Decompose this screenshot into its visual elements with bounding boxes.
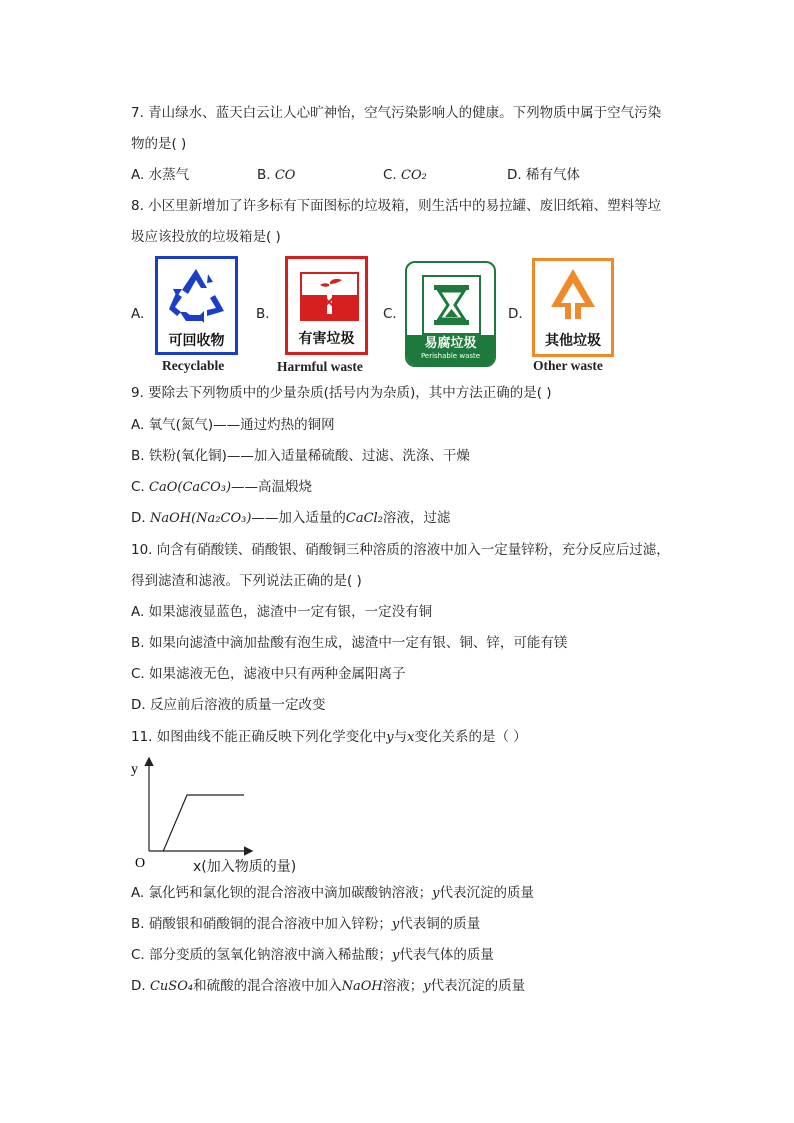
perishable-icon-frame (422, 275, 481, 335)
perishable-bin (405, 261, 496, 367)
q11-option-d (131, 977, 525, 996)
q9-option-c-letter: C. (131, 479, 150, 495)
q9-option-c-formula: CaO(CaCO₃) (149, 480, 232, 495)
recyclable-label: 可回收物 (168, 333, 225, 349)
q8-option-a-letter: A. (131, 306, 145, 322)
q11-option-d-text1: 和硫酸的混合溶液中加入 (193, 978, 342, 994)
q11-option-a (131, 884, 534, 903)
q7-option-a: A. 水蒸气 (131, 167, 190, 183)
chart-origin-label: O (135, 856, 146, 871)
chart-y-label: y (131, 762, 138, 777)
q11-option-a-text: A. 氯化钙和氯化钡的混合溶液中滴加碳酸钠溶液； (131, 885, 433, 901)
q8-option-c-letter: C. (383, 306, 397, 322)
chart-x-label: x(加入物质的量) (193, 859, 297, 875)
q11-stem-pre: 11. 如图曲线不能正确反映下列化学变化中 (131, 729, 387, 745)
q9-option-d-formula1: NaOH(Na₂CO₃) (149, 511, 252, 526)
q11-option-d-post: 代表沉淀的质量 (430, 978, 526, 994)
q11-stem-post: 变化关系的是（ ） (414, 729, 527, 745)
q9-stem: 9. 要除去下列物质中的少量杂质(括号内为杂质)，其中方法正确的是( ) (131, 385, 552, 401)
q11-option-a-post: 代表沉淀的质量 (439, 885, 534, 901)
q10-stem-line1: 10. 向含有硝酸镁、硝酸银、硝酸铜三种溶质的溶液中加入一定量锌粉，充分反应后过滤， (131, 542, 670, 558)
q11-stem-mid: 与 (393, 729, 408, 745)
q11-stem (131, 728, 527, 747)
recyclable-caption: Recyclable (162, 358, 225, 373)
other-waste-icon (535, 261, 611, 331)
q10-option-b: B. 如果向滤渣中滴加盐酸有泡生成，滤渣中一定有银、铜、锌，可能有镁 (131, 635, 568, 651)
q10-stem-line2: 得到滤渣和滤液。下列说法正确的是( ) (131, 573, 362, 589)
other-waste-label: 其他垃圾 (545, 333, 601, 349)
q7-option-c-letter: C. (383, 167, 402, 183)
recycle-icon (158, 259, 235, 331)
q9-option-d (131, 509, 450, 528)
q8-stem-line1: 8. 小区里新增加了许多标有下面图标的垃圾箱，则生活中的易拉罐、废旧纸箱、塑料等垃 (131, 198, 662, 214)
harmful-caption: Harmful waste (277, 359, 363, 374)
q11-option-d-formula2: NaOH (341, 979, 383, 994)
q9-option-b: B. 铁粉(氧化铜)——加入适量稀硫酸、过滤、洗涤、干燥 (131, 448, 470, 464)
harmful-label: 有害垃圾 (298, 331, 355, 347)
q9-option-c (131, 478, 312, 497)
q7-option-c-formula: CO₂ (401, 168, 427, 183)
q9-option-c-text: ——高温煅烧 (231, 479, 313, 495)
q7-option-b-letter: B. (257, 167, 275, 183)
q8-stem-line2: 圾应该投放的垃圾箱是( ) (131, 229, 281, 245)
recyclable-bin (155, 256, 238, 355)
q11-option-c (131, 946, 494, 965)
q7-stem-line2: 物的是( ) (131, 136, 187, 152)
q7-stem-line1: 7. 青山绿水、蓝天白云让人心旷神怡，空气污染影响人的健康。下列物质中属于空气污染 (131, 105, 662, 121)
hourglass-icon (424, 277, 479, 333)
q9-option-d-letter: D. (131, 510, 150, 526)
q7-option-c (383, 166, 427, 185)
q11-option-c-text: C. 部分变质的氢氧化钠溶液中滴入稀盐酸； (131, 947, 393, 963)
q11-option-d-letter: D. (131, 978, 150, 994)
q11-option-b-text: B. 硝酸银和硝酸铜的混合溶液中加入锌粉； (131, 916, 392, 932)
q9-option-a: A. 氧气(氮气)——通过灼热的铜网 (131, 417, 335, 433)
q7-option-b-formula: CO (274, 168, 296, 183)
q11-option-c-var: y (392, 948, 400, 963)
q11-option-b-post: 代表铜的质量 (399, 916, 481, 932)
hazard-icon (302, 274, 357, 319)
q9-option-d-text2: 溶液，过滤 (382, 510, 451, 526)
q11-option-d-text2: 溶液； (382, 978, 424, 994)
q8-option-d-letter: D. (508, 306, 523, 322)
q7-option-b (257, 166, 295, 185)
q11-option-b (131, 915, 480, 934)
q11-option-d-var: y (423, 979, 431, 994)
harmful-icon-panel (300, 272, 359, 321)
perishable-label-bar (407, 335, 494, 365)
q10-option-d: D. 反应前后溶液的质量一定改变 (131, 697, 326, 713)
q9-option-d-formula2: CaCl₂ (345, 511, 383, 526)
q11-option-d-formula1: CuSO₄ (149, 979, 194, 994)
chart-curve (163, 795, 244, 851)
q11-option-a-var: y (432, 886, 440, 901)
q11-stem-x: x (407, 730, 415, 745)
other-waste-bin (532, 258, 614, 357)
harmful-bin (285, 256, 368, 355)
perishable-label: 易腐垃圾 (424, 336, 477, 351)
q9-option-d-text1: ——加入适量的 (251, 510, 346, 526)
q11-stem-y: y (386, 730, 394, 745)
perishable-sublabel: Perishable waste (420, 352, 481, 360)
q8-option-b-letter: B. (256, 306, 270, 322)
q7-option-d: D. 稀有气体 (507, 167, 580, 183)
q11-option-c-post: 代表气体的质量 (399, 947, 494, 963)
q10-option-c: C. 如果滤液无色，滤液中只有两种金属阳离子 (131, 666, 406, 682)
other-waste-caption: Other waste (533, 358, 603, 373)
q10-option-a: A. 如果滤液显蓝色，滤渣中一定有银，一定没有铜 (131, 604, 433, 620)
q11-option-b-var: y (391, 917, 400, 932)
